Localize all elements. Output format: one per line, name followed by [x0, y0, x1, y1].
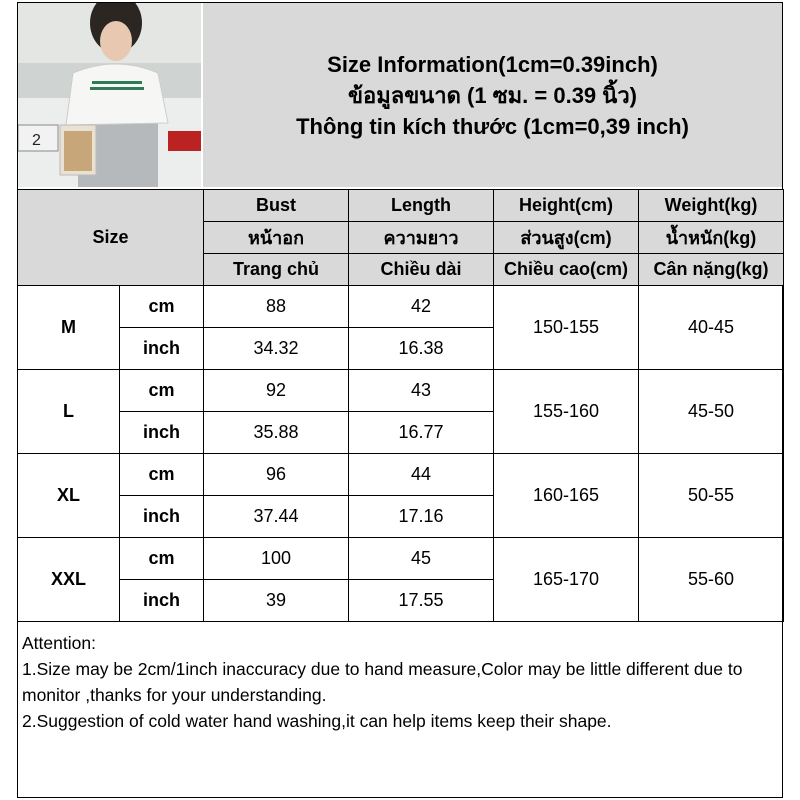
column-header-length-vi: Chiều dài [349, 254, 494, 286]
header-title-en: Size Information(1cm=0.39inch) [327, 51, 658, 77]
size-label-l: L [18, 370, 120, 454]
weight-value: 45-50 [639, 370, 784, 454]
column-header-weight-th: น้ำหนัก(kg) [639, 222, 784, 254]
column-header-weight-en: Weight(kg) [639, 190, 784, 222]
length-cm-value: 44 [349, 454, 494, 496]
column-header-length-en: Length [349, 190, 494, 222]
attention-notes [17, 628, 783, 798]
height-value: 165-170 [494, 538, 639, 622]
height-value: 150-155 [494, 286, 639, 370]
size-label-xxl: XXL [18, 538, 120, 622]
weight-value: 40-45 [639, 286, 784, 370]
bust-cm-value: 100 [204, 538, 349, 580]
length-cm-value: 43 [349, 370, 494, 412]
length-inch-value: 16.77 [349, 412, 494, 454]
column-header-length-th: ความยาว [349, 222, 494, 254]
attention-note-1: 1.Size may be 2cm/1inch inaccuracy due to hand measure,Color may be little different due to monitor ,thanks for your understanding. [22, 659, 743, 705]
bust-inch-value: 34.32 [204, 328, 349, 370]
size-info-header [203, 3, 782, 187]
column-header-bust-vi: Trang chủ [204, 254, 349, 286]
length-cm-value: 45 [349, 538, 494, 580]
column-header-bust-th: หน้าอก [204, 222, 349, 254]
svg-text:2: 2 [32, 132, 41, 149]
unit-cm: cm [120, 370, 204, 412]
unit-inch: inch [120, 580, 204, 622]
unit-cm: cm [120, 538, 204, 580]
column-header-weight-vi: Cân nặng(kg) [639, 254, 784, 286]
height-value: 160-165 [494, 454, 639, 538]
attention-title: Attention: [22, 633, 96, 653]
size-label-xl: XL [18, 454, 120, 538]
bust-inch-value: 37.44 [204, 496, 349, 538]
unit-cm: cm [120, 286, 204, 328]
bust-cm-value: 96 [204, 454, 349, 496]
unit-inch: inch [120, 496, 204, 538]
header-title-vi: Thông tin kích thước (1cm=0,39 inch) [296, 113, 689, 139]
unit-inch: inch [120, 328, 204, 370]
bust-inch-value: 35.88 [204, 412, 349, 454]
size-label-m: M [18, 286, 120, 370]
bust-cm-value: 88 [204, 286, 349, 328]
product-photo [18, 3, 201, 187]
length-inch-value: 17.16 [349, 496, 494, 538]
bust-cm-value: 92 [204, 370, 349, 412]
attention-note-2: 2.Suggestion of cold water hand washing,it can help items keep their shape. [22, 711, 612, 731]
unit-inch: inch [120, 412, 204, 454]
length-cm-value: 42 [349, 286, 494, 328]
column-header-height-th: ส่วนสูง(cm) [494, 222, 639, 254]
length-inch-value: 16.38 [349, 328, 494, 370]
bust-inch-value: 39 [204, 580, 349, 622]
size-table [17, 189, 784, 622]
height-value: 155-160 [494, 370, 639, 454]
column-header-height-en: Height(cm) [494, 190, 639, 222]
unit-cm: cm [120, 454, 204, 496]
weight-value: 50-55 [639, 454, 784, 538]
column-header-height-vi: Chiều cao(cm) [494, 254, 639, 286]
column-header-bust-en: Bust [204, 190, 349, 222]
size-column-header: Size [18, 190, 204, 286]
length-inch-value: 17.55 [349, 580, 494, 622]
header-title-th: ข้อมูลขนาด (1 ซม. = 0.39 นิ้ว) [347, 82, 637, 108]
weight-value: 55-60 [639, 538, 784, 622]
